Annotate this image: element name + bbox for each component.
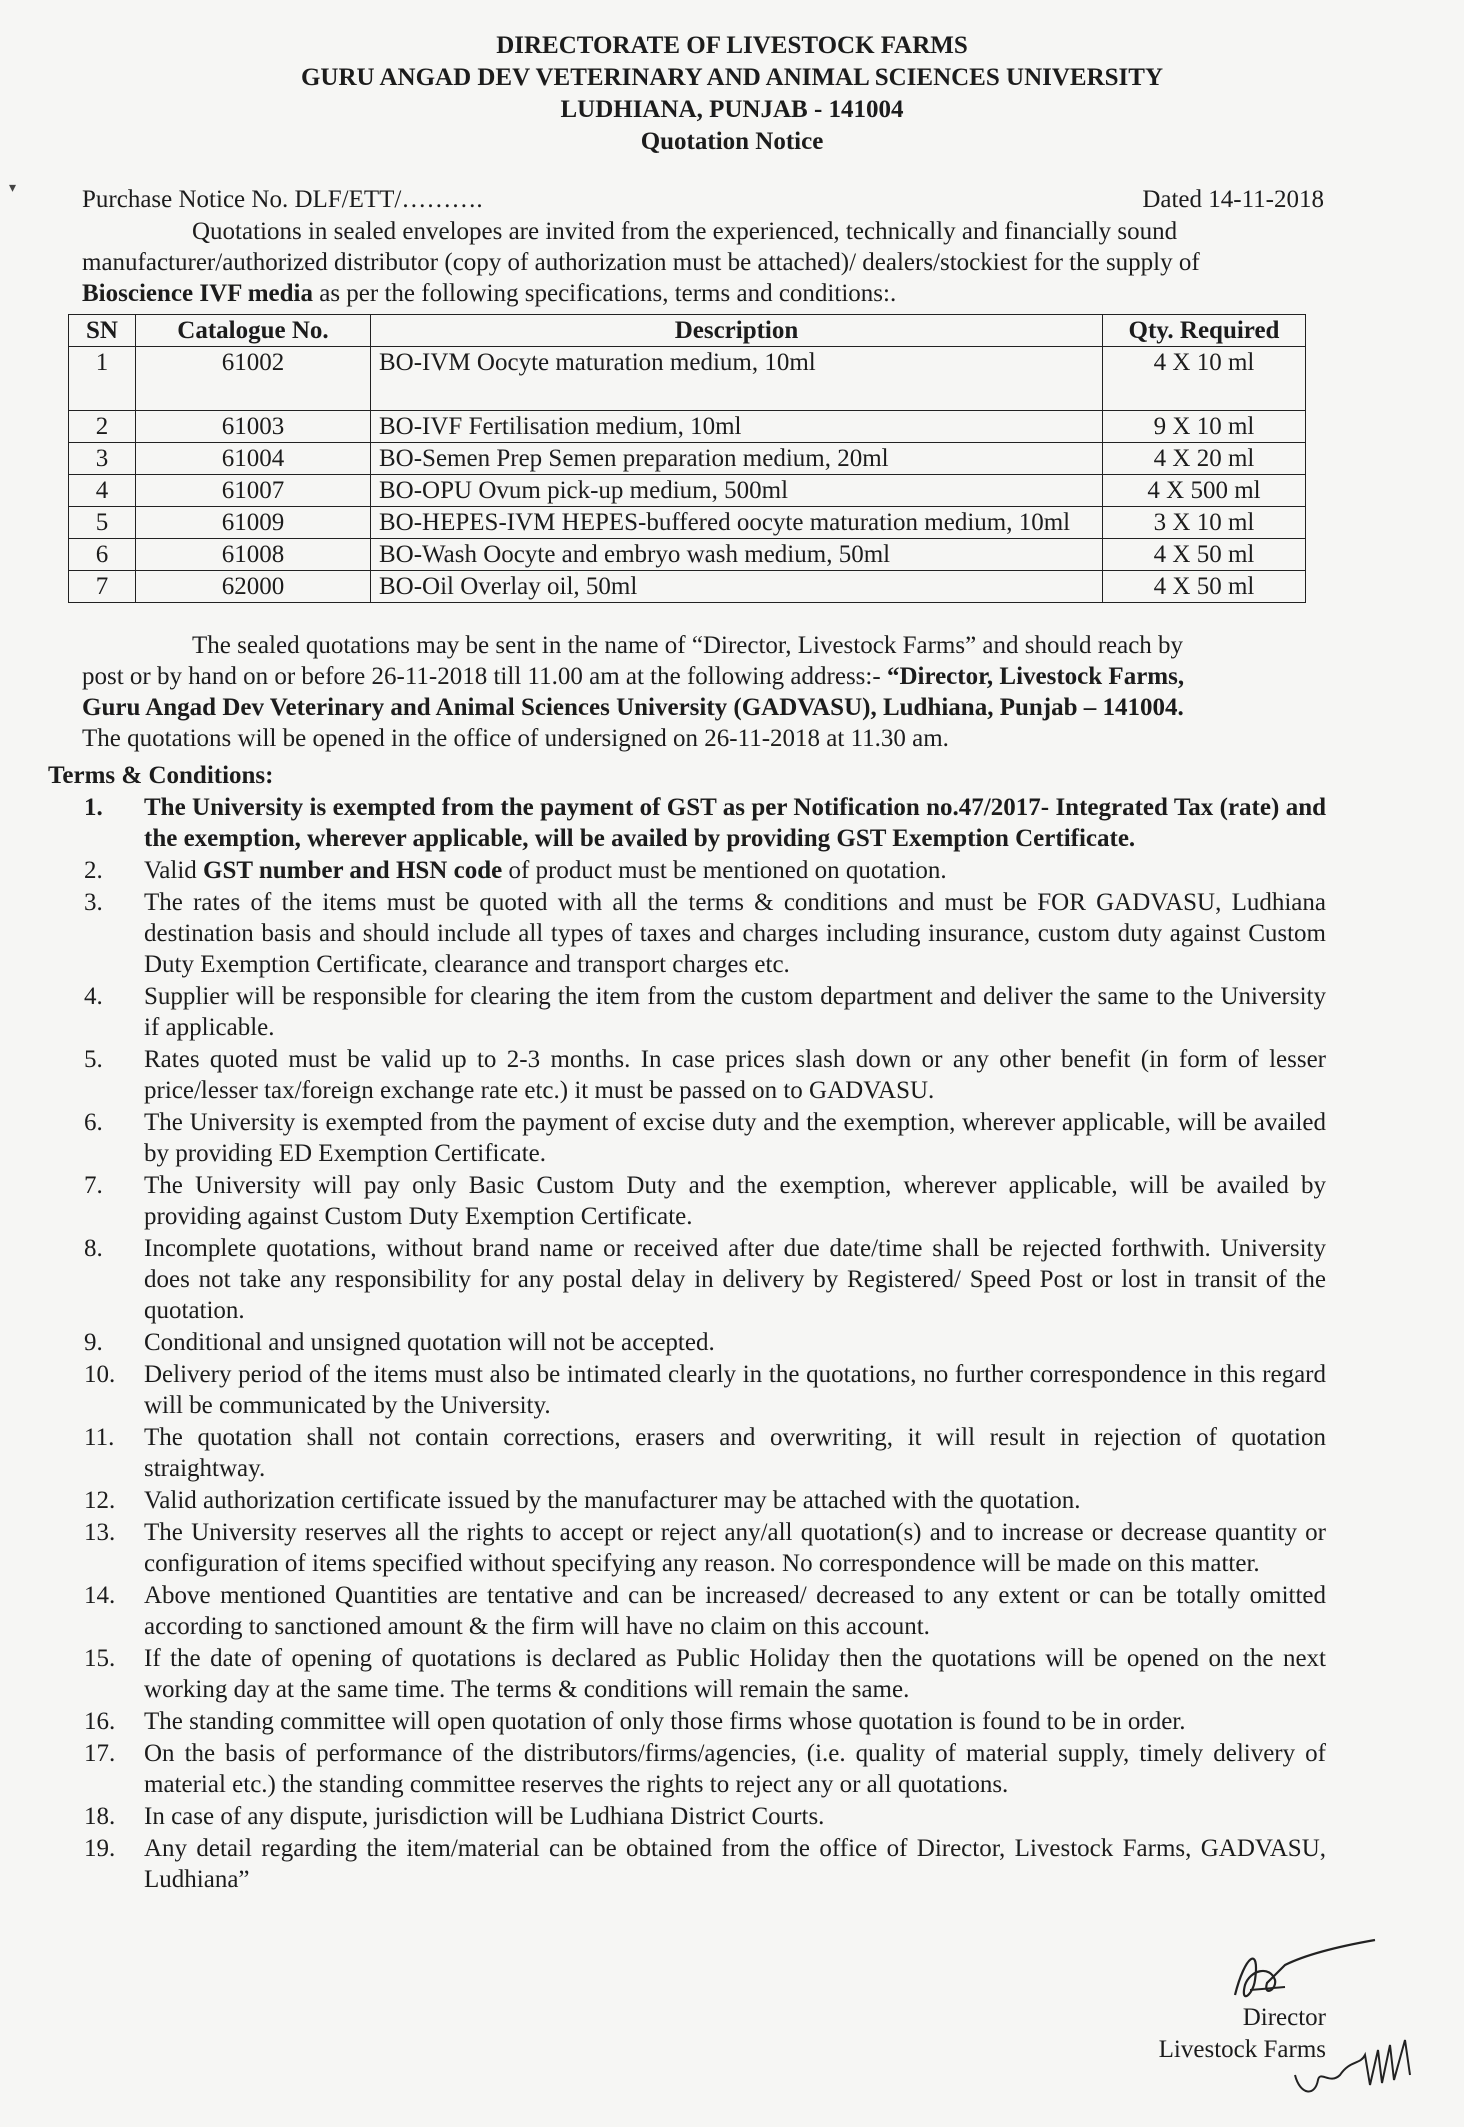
cell-sn: 2 [69, 411, 136, 443]
list-item [48, 1327, 1326, 1358]
term-text: The University reserves all the rights to accept or reject any/all quotation(s) and to increase or decrease quantity or configuration of items specified without specifying any reason. No correspondence will be made on this matter. [144, 1519, 1326, 1577]
term-number: 14. [84, 1582, 116, 1609]
submission-address-start: “Director, Livestock Farms, [886, 663, 1185, 690]
table-row [69, 507, 1306, 539]
term-text: Above mentioned Quantities are tentative and can be increased/ decreased to any extent or can be totally omitted according to sanctioned amount & the firm will have no claim on this account. [144, 1582, 1326, 1640]
term-number: 5. [84, 1046, 103, 1073]
cell-qty: 4 X 50 ml [1103, 539, 1306, 571]
list-item [48, 1580, 1326, 1642]
table-row [69, 539, 1306, 571]
list-item [48, 1107, 1326, 1169]
submission-line-2-text: post or by hand on or before 26-11-2018 till 11.00 am at the following address:- [82, 663, 887, 690]
term-text: Supplier will be responsible for clearing the item from the custom department and deliver the same to the University if applicable. [144, 983, 1326, 1041]
term-number: 4. [84, 983, 103, 1010]
list-item [48, 887, 1326, 980]
cell-qty: 3 X 10 ml [1103, 507, 1306, 539]
table-row [69, 571, 1306, 603]
term-number: 7. [84, 1172, 103, 1199]
term-number: 12. [84, 1487, 116, 1514]
term-text: The standing committee will open quotation of only those firms whose quotation is found to be in order. [144, 1708, 1186, 1735]
margin-mark: ▾ [9, 181, 17, 196]
submission-line-2 [82, 661, 1324, 692]
term-number: 1. [84, 794, 103, 821]
term-number: 3. [84, 889, 103, 916]
cell-catalogue: 61003 [136, 411, 371, 443]
submission-line-4: The quotations will be opened in the office of undersigned on 26-11-2018 at 11.30 am. [82, 725, 949, 752]
signatory-office: Livestock Farms [1158, 2036, 1326, 2063]
purchase-notice-number: Purchase Notice No. DLF/ETT/………. [82, 186, 483, 213]
list-item [48, 855, 1326, 886]
cell-sn: 6 [69, 539, 136, 571]
header-directorate: DIRECTORATE OF LIVESTOCK FARMS [496, 32, 968, 59]
cell-description: BO-Wash Oocyte and embryo wash medium, 50ml [371, 539, 1103, 571]
term-text: Delivery period of the items must also be intimated clearly in the quotations, no further correspondence in this regard will be communicated by the University. [144, 1361, 1326, 1419]
list-item [48, 1738, 1326, 1800]
col-header-qty: Qty. Required [1103, 315, 1306, 347]
intro-product-name: Bioscience IVF media [82, 280, 313, 307]
submission-line-3 [82, 692, 1324, 723]
term-number: 11. [84, 1424, 115, 1451]
cell-catalogue: 61008 [136, 539, 371, 571]
term-number: 17. [84, 1740, 116, 1767]
cell-description: BO-IVM Oocyte maturation medium, 10ml [371, 347, 1103, 411]
term-text: In case of any dispute, jurisdiction will be Ludhiana District Courts. [144, 1803, 825, 1830]
term-text: Conditional and unsigned quotation will not be accepted. [144, 1329, 715, 1356]
cell-catalogue: 62000 [136, 571, 371, 603]
cell-qty: 4 X 500 ml [1103, 475, 1306, 507]
intro-line-3 [82, 278, 1324, 309]
cell-sn: 5 [69, 507, 136, 539]
term-text: The University will pay only Basic Custom Duty and the exemption, wherever applicable, will be availed by providing against Custom Duty Exemption Certificate. [144, 1172, 1326, 1230]
term-number: 10. [84, 1361, 116, 1388]
term-number: 16. [84, 1708, 116, 1735]
list-item [48, 1044, 1326, 1106]
term-text: Any detail regarding the item/material can be obtained from the office of Director, Livestock Farms, GADVASU, Ludhiana” [144, 1835, 1326, 1893]
header-notice-title: Quotation Notice [640, 128, 824, 155]
term-text-a: Valid [144, 857, 204, 884]
term-number: 6. [84, 1109, 103, 1136]
submission-address-rest: Guru Angad Dev Veterinary and Animal Sciences University (GADVASU), Ludhiana, Punjab – 141004. [82, 694, 1184, 721]
list-item [48, 1359, 1326, 1421]
col-header-catalogue: Catalogue No. [136, 315, 371, 347]
initials-icon [1290, 2025, 1430, 2105]
table-header-row [69, 315, 1306, 347]
list-item [48, 1170, 1326, 1232]
term-text: The University is exempted from the payment of GST as per Notification no.47/2017- Integrated Tax (rate) and the exemption, wherever applicable, will be availed by providing GST Exemption Certificate. [144, 794, 1326, 852]
term-text: The University is exempted from the payment of excise duty and the exemption, wherever applicable, will be availed by providing ED Exemption Certificate. [144, 1109, 1326, 1167]
cell-qty: 9 X 10 ml [1103, 411, 1306, 443]
notice-date: Dated 14-11-2018 [1142, 186, 1324, 213]
cell-description: BO-IVF Fertilisation medium, 10ml [371, 411, 1103, 443]
list-item [48, 1233, 1326, 1326]
intro-line-3-rest: as per the following specifications, terms and conditions:. [312, 280, 897, 307]
term-text: Incomplete quotations, without brand name or received after due date/time shall be rejected forthwith. University does not take any responsibility for any postal delay in delivery by Registered/ Speed Post or lost in transit of the quotation. [144, 1235, 1326, 1324]
cell-sn: 7 [69, 571, 136, 603]
term-text: Rates quoted must be valid up to 2-3 months. In case prices slash down or any other benefit (in form of lesser price/lesser tax/foreign exchange rate etc.) it must be passed on to GADVASU. [144, 1046, 1326, 1104]
list-item [48, 1801, 1326, 1832]
list-item [48, 1643, 1326, 1705]
cell-description: BO-OPU Ovum pick-up medium, 500ml [371, 475, 1103, 507]
cell-description: BO-Oil Overlay oil, 50ml [371, 571, 1103, 603]
table-row [69, 411, 1306, 443]
terms-list [48, 792, 1326, 1896]
cell-qty: 4 X 20 ml [1103, 443, 1306, 475]
intro-line-1: Quotations in sealed envelopes are invited from the experienced, technically and financially sound [192, 218, 1178, 245]
list-item [48, 1706, 1326, 1737]
term-number: 13. [84, 1519, 116, 1546]
term-number: 15. [84, 1645, 116, 1672]
cell-description: BO-Semen Prep Semen preparation medium, 20ml [371, 443, 1103, 475]
cell-sn: 1 [69, 347, 136, 411]
cell-sn: 3 [69, 443, 136, 475]
list-item [48, 1517, 1326, 1579]
col-header-sn: SN [69, 315, 136, 347]
cell-catalogue: 61004 [136, 443, 371, 475]
col-header-description: Description [371, 315, 1103, 347]
cell-qty: 4 X 10 ml [1103, 347, 1306, 411]
term-number: 2. [84, 857, 103, 884]
list-item [48, 981, 1326, 1043]
submission-line-1: The sealed quotations may be sent in the name of “Director, Livestock Farms” and should reach by [192, 632, 1184, 659]
list-item [48, 1422, 1326, 1484]
term-number: 8. [84, 1235, 103, 1262]
term-text: The rates of the items must be quoted with all the terms & conditions and must be FOR GADVASU, Ludhiana destination basis and should include all types of taxes and charges including insurance, custom duty against Custom Duty Exemption Certificate, clearance and transport charges etc. [144, 889, 1326, 978]
list-item [48, 1485, 1326, 1516]
term-text: Valid authorization certificate issued by the manufacturer may be attached with the quotation. [144, 1487, 1081, 1514]
cell-catalogue: 61007 [136, 475, 371, 507]
cell-qty: 4 X 50 ml [1103, 571, 1306, 603]
cell-catalogue: 61002 [136, 347, 371, 411]
table-row [69, 475, 1306, 507]
signatory-title: Director [1242, 2004, 1326, 2031]
term-text: If the date of opening of quotations is declared as Public Holiday then the quotations will be opened on the next working day at the same time. The terms & conditions will remain the same. [144, 1645, 1326, 1703]
term-number: 9. [84, 1329, 103, 1356]
term-number: 18. [84, 1803, 116, 1830]
purchase-notice-row [82, 186, 1324, 218]
table-row [69, 443, 1306, 475]
term-text-bold: GST number and HSN code [203, 857, 503, 884]
cell-sn: 4 [69, 475, 136, 507]
cell-catalogue: 61009 [136, 507, 371, 539]
term-text-c: of product must be mentioned on quotation. [502, 857, 947, 884]
term-text: The quotation shall not contain corrections, erasers and overwriting, it will result in rejection of quotation straightway. [144, 1424, 1326, 1482]
items-table [68, 314, 1306, 603]
header-university: GURU ANGAD DEV VETERINARY AND ANIMAL SCIENCES UNIVERSITY [300, 64, 1163, 91]
list-item [48, 1833, 1326, 1895]
terms-title: Terms & Conditions: [48, 762, 274, 789]
term-number: 19. [84, 1835, 116, 1862]
header-address: LUDHIANA, PUNJAB - 141004 [560, 96, 904, 123]
term-text: On the basis of performance of the distributors/firms/agencies, (i.e. quality of material supply, timely delivery of material etc.) the standing committee reserves the rights to reject any or all quotations. [144, 1740, 1326, 1798]
intro-paragraph [82, 216, 1324, 309]
document-header [0, 30, 1464, 158]
list-item [48, 792, 1326, 854]
submission-paragraph [82, 630, 1324, 754]
table-row [69, 347, 1306, 411]
cell-description: BO-HEPES-IVM HEPES-buffered oocyte maturation medium, 10ml [371, 507, 1103, 539]
intro-line-2: manufacturer/authorized distributor (copy of authorization must be attached)/ dealers/stockiest for the supply of [82, 249, 1200, 276]
